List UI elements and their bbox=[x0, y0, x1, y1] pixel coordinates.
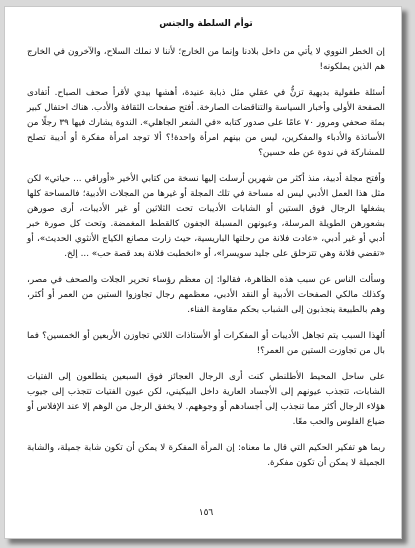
paragraph-1: إن الخطر النووي لا يأتي من داخل بلادنا وإنما من الخارج؛ لأننا لا نملك السلاح، والآخرون في الخارج هم الذين يملكونه! bbox=[27, 47, 385, 72]
page-number: ١٥٦ bbox=[198, 508, 214, 518]
paragraph-5: ألهذا السبب يتم تجاهل الأديبات أو المفكرات أو الأستاذات اللاتي تجاوزن الأربعين أو الخمسين؟ فما بال من تجاوزت الستين من العمر؟! bbox=[27, 331, 385, 356]
paragraph-7: ربما هو تفكير الحكيم التي قال ما معناه: إن المرأة المفكرة لا يمكن أن تكون شابة جميلة، والشابة الجميلة لا يمكن أن تكون مفكرة. bbox=[27, 443, 385, 468]
paragraph-4: وسألت الناس عن سبب هذه الظاهرة، فقالوا: إن معظم رؤساء تحرير الجلات والصحف في مصر، وكذلك مالكي الصفحات الأدبية أو النقد الأدبي، معظمهم رجال تجاوزوا الستين من العمر أو أكثر، وهم بالطبيعة ينجذبون إلى الشباب بحكم مقاومة الفناء. bbox=[27, 275, 385, 315]
paragraph-6: على ساحل المحيط الأطلنطي كنت أرى الرجال العجائز فوق السبعين يتطلعون إلى الفتيات الشابات، تتجذب عيونهم إلى الأجساد العارية داخل البيكيني، لكن عيون الفتيات تتجذب إلى جيوب هؤلاء الرجال أكثر مما تنجذب إلى أجسادهم أو وجوههم. لا يخفق الرجل من الوهم إلا عند الإفلاس أو ضياع الفلوس والحب معًا. bbox=[27, 372, 385, 427]
document-page bbox=[4, 6, 402, 539]
running-head-title: توأم السلطة والجنس bbox=[159, 19, 253, 29]
paragraph-2: أسئلة طفولية بديهية تزنُّ في عقلي مثل ذبابة عنيدة، أهشها بيدي لأقرأ صحف الصباح. أتفادى الصفحة الأولى وأخبار السياسة والتناقضات الصارخة. أفتح صفحات الثقافة والأدب. هناك احتفال كبير بمئة صحفي ومرور ٧٠ عامًا على صدور كتابه «في الشعر الجاهلي». الندوة يشارك فيها ٣٩ رجلًا من الأساتذة والأدباء والمفكرين، ليس من بينهم امرأة واحدة!؟ ألا توجد امرأة مفكرة أو أديبة تصلح للمشاركة في ندوة عن طه حسين؟ bbox=[27, 88, 386, 158]
page-content bbox=[27, 19, 385, 518]
paragraph-3: وأفتح مجلة أدبية، منذ أكثر من شهرين أرسلت إليها نسخة من كتابي الأخير «أوراقي ... حياتي» لكن مثل هذا العمل الأدبي ليس له مساحة في تلك المجلة أو غيرها من المجلات الأدبية؛ فالمساحة كلها يشغلها الرجال فوق الستين أو الشابات الأديبات تحت الثلاثين أو غير الأديبات، أرى صورهن بشعورهن الطويلة المرسلة، وعيونهن المسبلة الجفون كالقطط المغمضة. وتحت كل صورة خبر أدبي أو غير أدبي، «عادت فلانة من رحلتها الباريسية، حيث زارت مصانع الكياج الأنثوي الحديث»، أو «تقضي فلانة وهي تتزحلق على جليد سويسرا»، أو «انخطبت فلانة بعد قصة حب» ... إلخ. bbox=[27, 174, 385, 259]
